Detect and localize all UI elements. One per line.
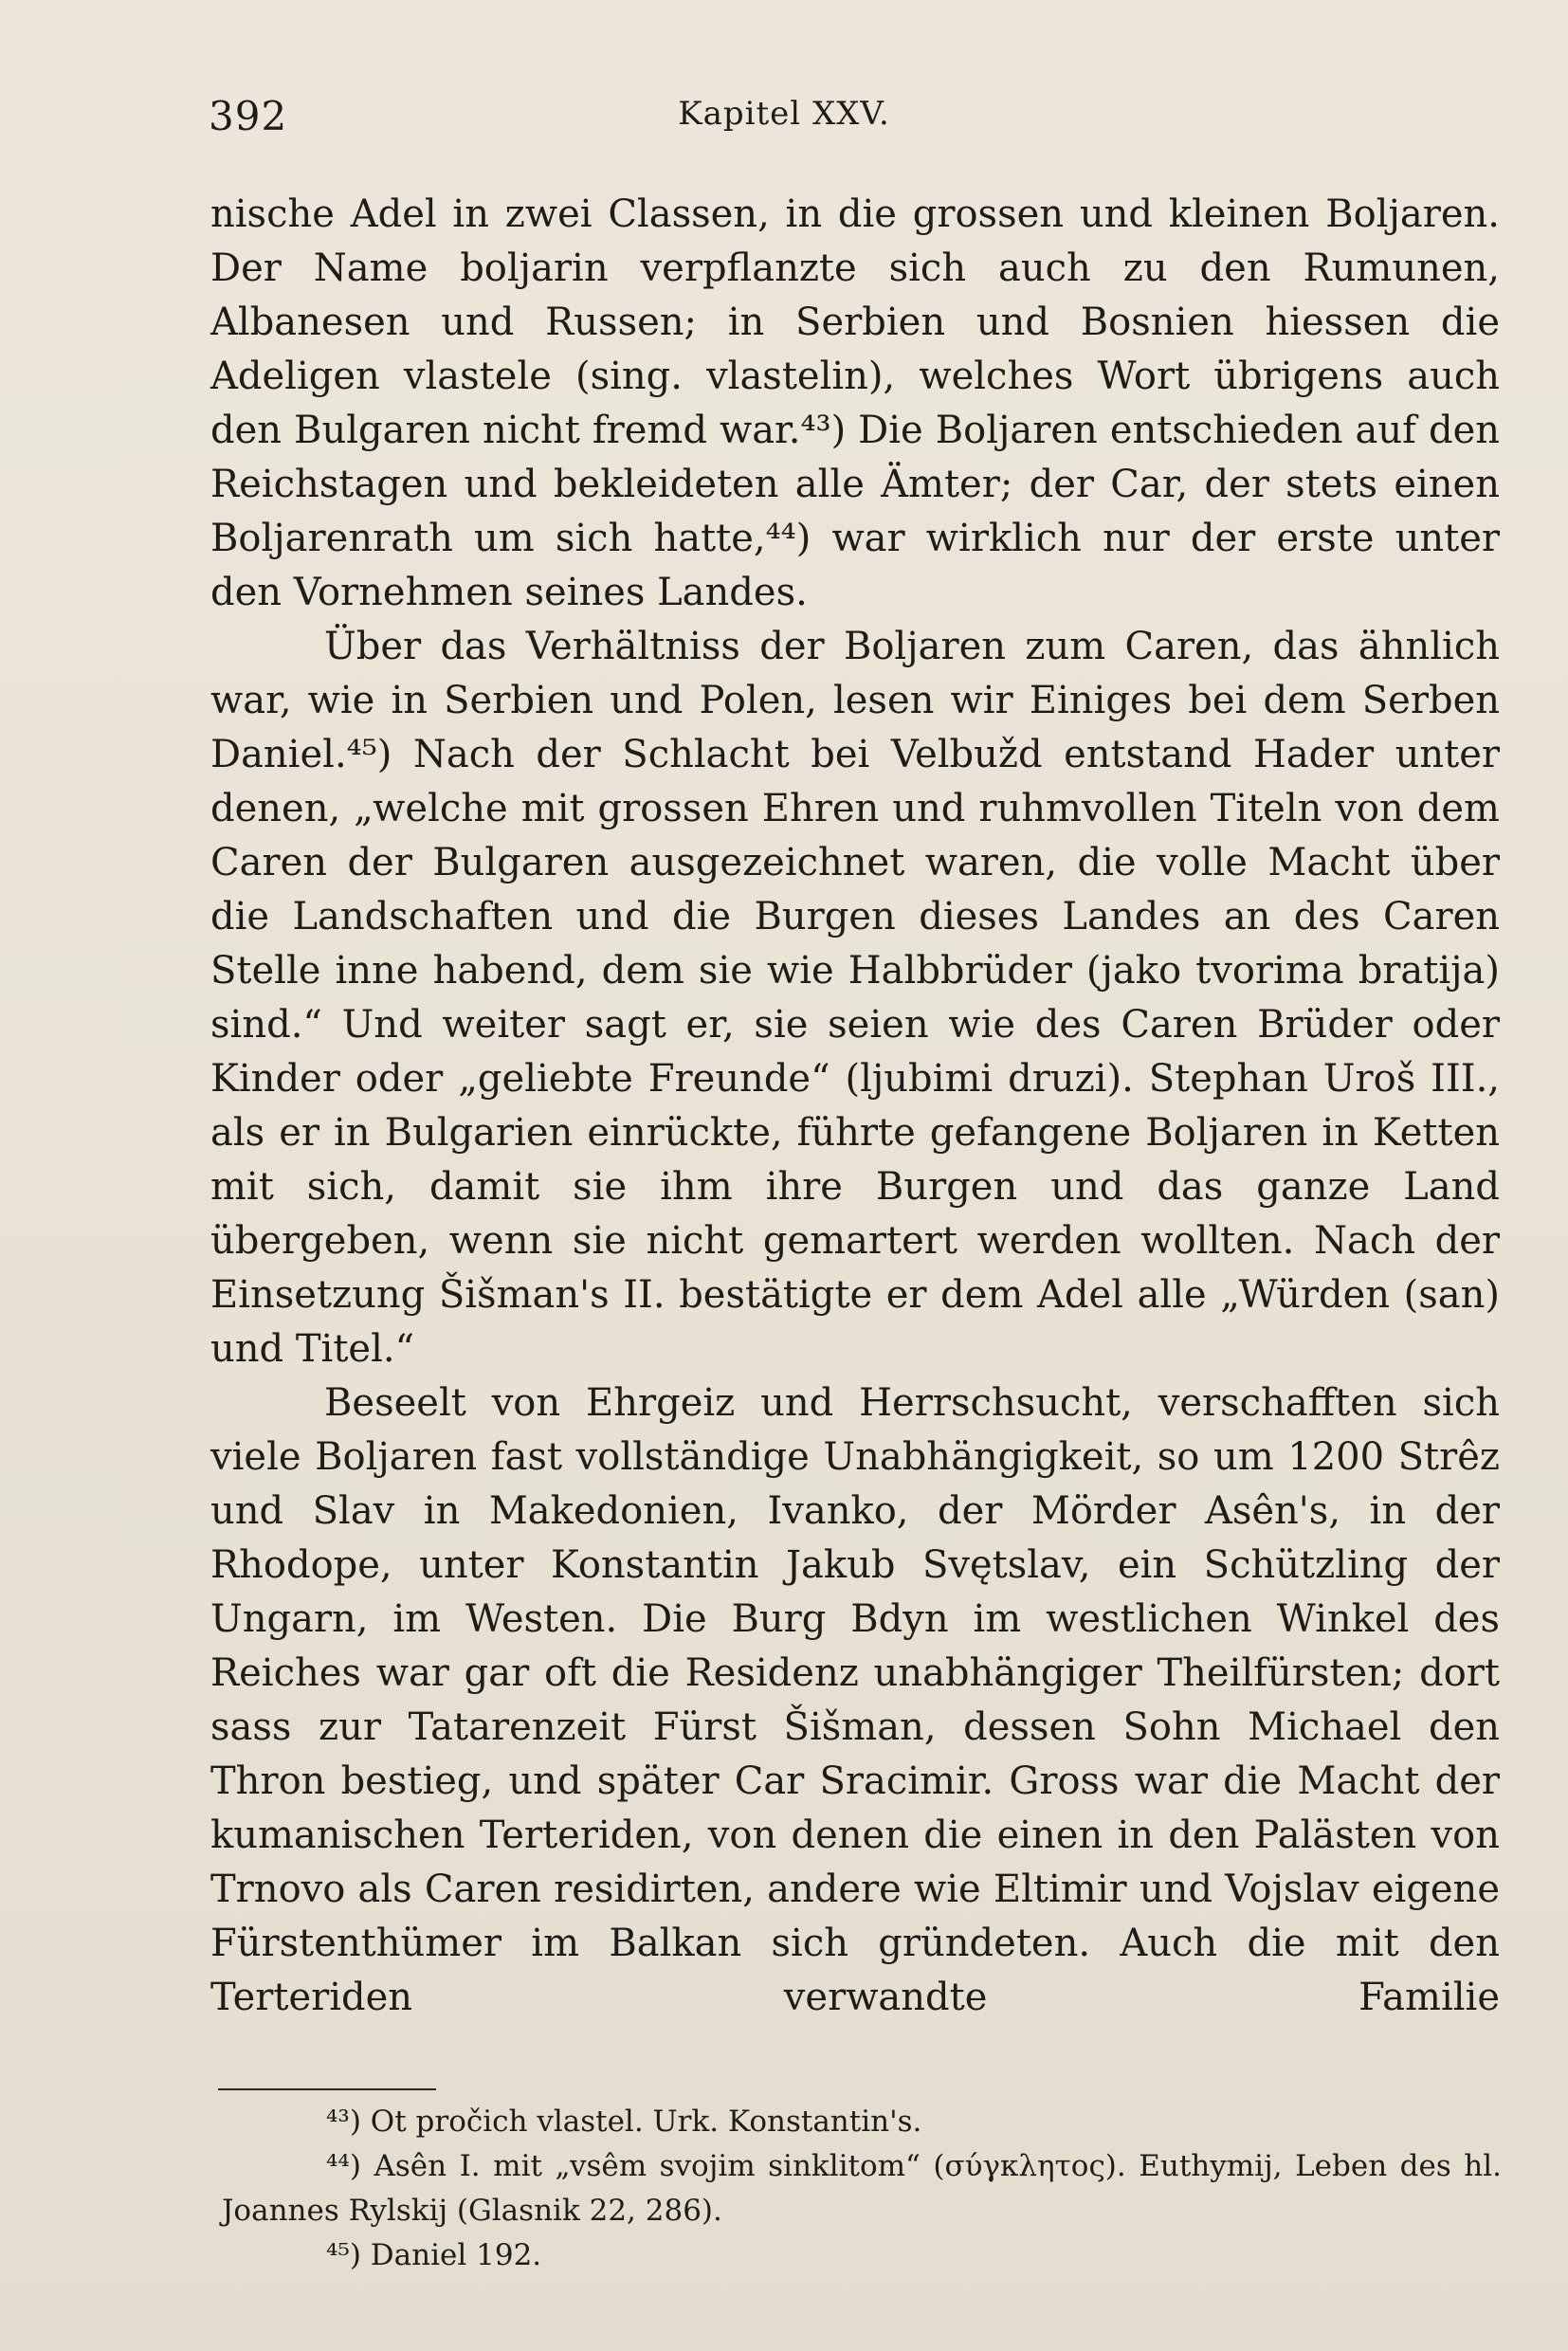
footnote-45: ⁴⁵) Daniel 192.	[326, 2238, 542, 2272]
footnote-rule	[218, 2088, 436, 2090]
footnote-43: ⁴³) Ot pročich vlastel. Urk. Konstantin's.	[326, 2105, 922, 2139]
paragraph-1: nische Adel in zwei Classen, in die grossen und kleinen Boljaren. Der Name boljarin verpflanzte sich auch zu den Rumunen, Albanesen und Russen; in Serbien und Bosnien hiessen die Adeligen vlastele (sing. vlastelin), welches Wort übrigens auch den Bulgaren nicht fremd war.⁴³) Die Boljaren entschieden auf den Reichstagen und bekleideten alle Ämter; der Car, der stets einen Boljarenrath um sich hatte,⁴⁴) war wirklich nur der erste unter den Vornehmen seines Landes.	[210, 192, 1500, 614]
paragraph-2: Über das Verhältniss der Boljaren zum Caren, das ähnlich war, wie in Serbien und Polen, lesen wir Einiges bei dem Serben Daniel.⁴⁵) Nach der Schlacht bei Velbužd entstand Hader unter denen, „welche mit grossen Ehren und ruhmvollen Titeln von dem Caren der Bulgaren ausgezeichnet waren, die volle Macht über die Landschaften und die Burgen dieses Landes an des Caren Stelle inne habend, dem sie wie Halbbrüder (jako tvorima bratija) sind.“ Und weiter sagt er, sie seien wie des Caren Brüder oder Kinder oder „geliebte Freunde“ (ljubimi druzi). Stephan Uroš III., als er in Bulgarien einrückte, führte gefangene Boljaren in Ketten mit sich, damit sie ihm ihre Burgen und das ganze Land übergeben, wenn sie nicht gemartert werden wollten. Nach der Einsetzung Šišman's II. bestätigte er dem Adel alle „Würden (san) und Titel.“	[210, 625, 1500, 1371]
body-text	[210, 188, 1500, 2025]
footnotes	[222, 2100, 1502, 2278]
page-number: 392	[209, 93, 288, 139]
footnote-44: ⁴⁴) Asên I. mit „vsêm svojim sinklitom“ (σύγκλητος). Euthymij, Leben des hl. Joannes Rylskij (Glasnik 22, 286).	[222, 2149, 1502, 2228]
page-header	[209, 93, 1359, 150]
running-head: Kapitel XXV.	[678, 95, 890, 133]
paragraph-3: Beseelt von Ehrgeiz und Herrschsucht, verschafften sich viele Boljaren fast vollständige Unabhängigkeit, so um 1200 Strêz und Slav in Makedonien, Ivanko, der Mörder Asên's, in der Rhodope, unter Konstantin Jakub Svętslav, ein Schützling der Ungarn, im Westen. Die Burg Bdyn im westlichen Winkel des Reiches war gar oft die Residenz unabhängiger Theilfürsten; dort sass zur Tatarenzeit Fürst Šišman, dessen Sohn Michael den Thron bestieg, und später Car Sracimir. Gross war die Macht der kumanischen Terteriden, von denen die einen in den Palästen von Trnovo als Caren residirten, andere wie Eltimir und Vojslav eigene Fürstenthümer im Balkan sich gründeten. Auch die mit den Terteriden verwandte Familie	[210, 1381, 1500, 2019]
